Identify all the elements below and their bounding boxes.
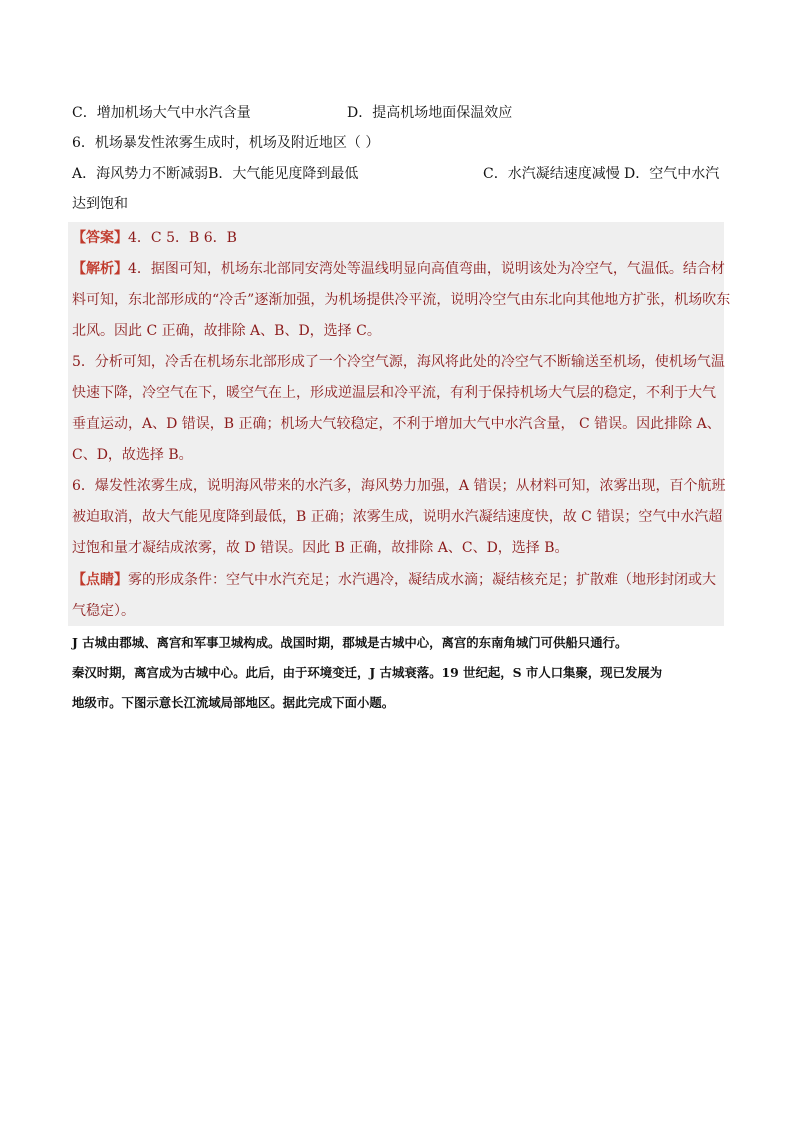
option-c: C．增加机场大气中水汽含量 — [72, 105, 251, 121]
option-ab: A．海风势力不断减弱B．大气能见度降到最低 — [72, 166, 359, 182]
question-6: 6．机场暴发性浓雾生成时，机场及附近地区（ ） — [72, 135, 380, 151]
analysis-line-2: 料可知，东北部形成的“冷舌”逐渐加强，为机场提供冷平流，说明冷空气由东北向其他地方扩张，机场吹东 — [72, 292, 731, 308]
answer-line — [72, 228, 237, 248]
analysis-line-1 — [72, 259, 725, 279]
material-line-1: J 古城由郡城、离宫和军事卫城构成。战国时期，郡城是古城中心，离宫的东南角城门可供船只通行。 — [72, 635, 628, 650]
option-d: D．提高机场地面保温效应 — [347, 105, 513, 121]
option-d-continued: 达到饱和 — [72, 196, 128, 212]
tip-line-1 — [72, 570, 716, 590]
analysis-line-4: 5．分析可知，冷舌在机场东北部形成了一个冷空气源，海风将此处的冷空气不断输送至机场，使机场气温 — [72, 354, 725, 370]
analysis-line-3: 北风。因此 C 正确，故排除 A、B、D，选择 C。 — [72, 323, 381, 339]
answer-text: 4．C 5．B 6．B — [128, 230, 237, 246]
tip-text: 雾的形成条件：空气中水汽充足；水汽遇冷，凝结成水滴；凝结核充足；扩散难（地形封闭或大 — [128, 572, 716, 588]
analysis-line-6: 垂直运动，A、D 错误，B 正确；机场大气较稳定，不利于增加大气中水汽含量， C 错误。因此排除 A、 — [72, 416, 721, 432]
analysis-line-7: C、D，故选择 B。 — [72, 447, 193, 463]
material-line-2: 秦汉时期，离宫成为古城中心。此后，由于环境变迁，J 古城衰落。19 世纪起，S 市人口集聚，现已发展为 — [72, 665, 663, 680]
option-d: D．空气中水汽 — [624, 166, 720, 182]
answer-tag: 【答案】 — [72, 230, 128, 246]
analysis-tag: 【解析】 — [72, 261, 128, 277]
tip-tag: 【点睛】 — [72, 572, 128, 588]
analysis-line-5: 快速下降，冷空气在下，暖空气在上，形成逆温层和冷平流，有利于保持机场大气层的稳定，不利于大气 — [72, 385, 716, 401]
material-line-3: 地级市。下图示意长江流域局部地区。据此完成下面小题。 — [72, 695, 395, 710]
tip-line-2: 气稳定）。 — [72, 603, 135, 619]
option-c: C．水汽凝结速度减慢 — [483, 166, 620, 182]
analysis-line-9: 被迫取消，故大气能见度降到最低，B 正确；浓雾生成，说明水汽凝结速度快，故 C 错误；空气中水汽超 — [72, 509, 723, 525]
analysis-line-10: 过饱和量才凝结成浓雾，故 D 错误。因此 B 正确，故排除 A、C、D，选择 B。 — [72, 540, 569, 556]
analysis-text: 4．据图可知，机场东北部同安湾处等温线明显向高值弯曲，说明该处为冷空气，气温低。结合材 — [128, 261, 725, 277]
analysis-line-8: 6．爆发性浓雾生成，说明海风带来的水汽多，海风势力加强，A 错误；从材料可知，浓雾出现，百个航班 — [72, 478, 726, 494]
